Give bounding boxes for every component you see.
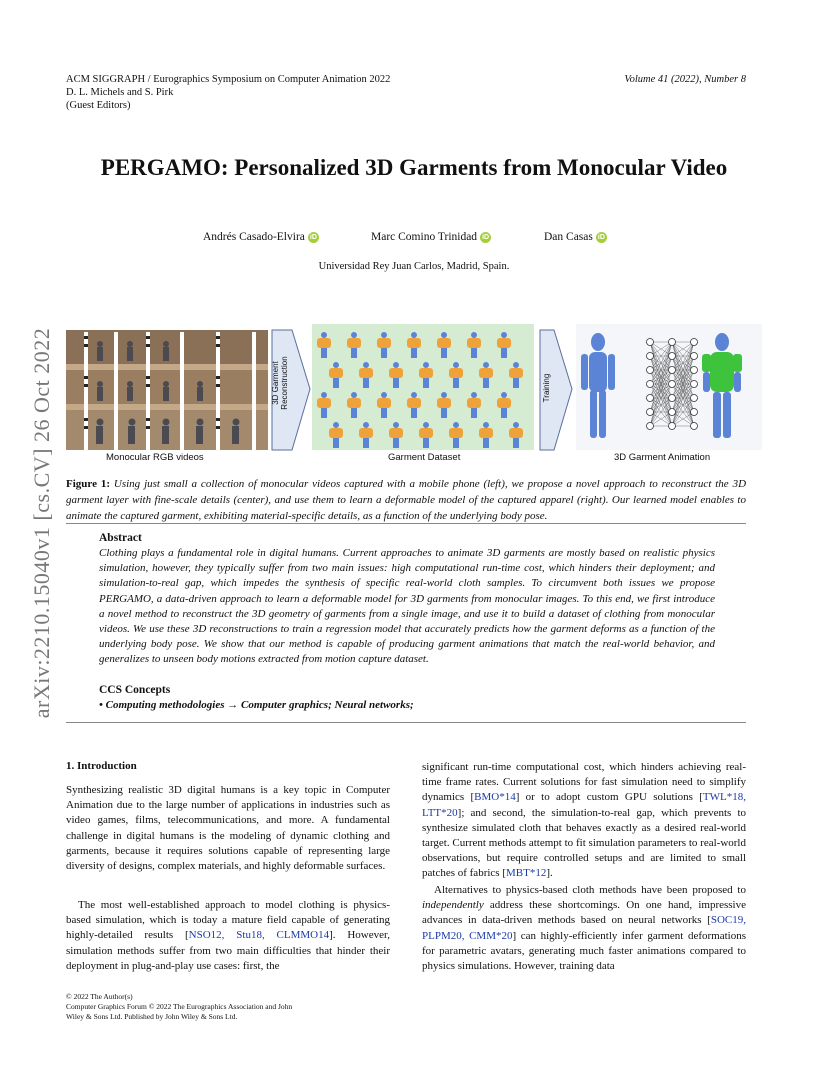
editors-line: D. L. Michels and S. Pirk xyxy=(66,87,174,98)
orcid-icon[interactable]: iD xyxy=(597,233,605,241)
venue-line: ACM SIGGRAPH / Eurographics Symposium on Computer Animation 2022 xyxy=(66,74,391,85)
orcid-icon[interactable]: iD xyxy=(482,233,490,241)
network-node xyxy=(691,381,698,388)
network-node xyxy=(691,409,698,416)
author-name: Marc Comino Trinidad xyxy=(371,231,478,243)
intro-paragraph-4 xyxy=(422,883,746,974)
abstract-heading: Abstract xyxy=(99,532,142,544)
section-heading: 1. Introduction xyxy=(66,760,137,772)
label-training-arrow: Training xyxy=(542,373,551,403)
intro-paragraph-1: Synthesizing realistic 3D digital humans is a key topic in Computer Animation due to the large number of applications in industries such as video games, films, telecommunications, and more. A fundamental challenge in digital humans is the modeling of dynamic clothing and garments, because it requires solutions capable of representing large diversity of designs, complex materials, and highly deformable surfaces. xyxy=(66,784,390,873)
guest-editors-line: (Guest Editors) xyxy=(66,100,131,111)
arrow-label-line: Reconstruction xyxy=(280,356,289,410)
label-reconstruction-arrow xyxy=(271,348,289,418)
text-run: ] or to adopt custom GPU solutions [ xyxy=(515,791,703,804)
emphasis: independently xyxy=(422,899,484,912)
orcid-icon[interactable]: iD xyxy=(309,233,317,241)
network-node xyxy=(647,367,654,374)
label-garment-dataset: Garment Dataset xyxy=(388,452,461,463)
ccs-rest: Computer graphics; Neural networks; xyxy=(240,699,414,711)
citation-link[interactable]: BMO*14 xyxy=(474,791,516,804)
ccs-heading: CCS Concepts xyxy=(99,684,171,696)
rule-bottom xyxy=(66,722,746,723)
citation-link[interactable]: TWL*18, LTT*20 xyxy=(422,791,746,819)
network-node xyxy=(691,395,698,402)
copyright-footer xyxy=(66,992,336,1022)
citation-link[interactable]: MBT*12 xyxy=(506,867,547,880)
text-run: ]. xyxy=(546,867,553,880)
footer-line: Wiley & Sons Ltd. Published by John Wiley & Sons Ltd. xyxy=(66,1012,238,1021)
footer-line: Computer Graphics Forum © 2022 The Eurographics Association and John xyxy=(66,1002,293,1011)
network-node xyxy=(647,381,654,388)
network-node xyxy=(691,423,698,430)
garment-animation-panel xyxy=(576,324,762,450)
text-run: Alternatives to physics-based cloth methods have been proposed to xyxy=(434,884,746,896)
text-run: The most well-established approach to model clothing is physics-based simulation, which is today a mature field capable of generating highly-detailed results [ xyxy=(66,899,390,942)
rule-top xyxy=(66,523,746,524)
text-run: ]; and second, the simulation-to-real gap, which prevents to synthesize simulated cloth that behaves exactly as a desired real-world target. Current methods attempt to fit simulation parameters to real-world observations, but require controlled setups and are limited to small patches of fabrics [ xyxy=(422,806,746,880)
text-run: address these shortcomings. On one hand, impressive advances in data-driven methods based on neural networks [ xyxy=(422,899,746,927)
author-3 xyxy=(544,231,607,243)
network-node xyxy=(669,381,676,388)
arxiv-stamp: arXiv:2210.15040v1 [cs.CV] 26 Oct 2022 xyxy=(29,327,54,719)
ccs-concepts xyxy=(99,699,414,711)
volume-line: Volume 41 (2022), Number 8 xyxy=(624,74,746,85)
author-name: Andrés Casado-Elvira xyxy=(203,231,305,243)
author-2 xyxy=(371,231,491,243)
ccs-bullet: • Computing methodologies xyxy=(99,699,225,711)
network-node xyxy=(669,367,676,374)
author-1 xyxy=(203,231,319,243)
network-node xyxy=(647,409,654,416)
network-node xyxy=(669,353,676,360)
network-node xyxy=(647,339,654,346)
label-garment-animation: 3D Garment Animation xyxy=(614,452,711,463)
network-node xyxy=(647,395,654,402)
text-run: ] can highly-efficiently infer garment deformations for parametric avatars, generating much faster animations compared to physics simulations. However, training data xyxy=(422,929,746,973)
teaser-figure-graphic xyxy=(66,322,762,468)
label-monocular-videos: Monocular RGB videos xyxy=(106,452,204,463)
network-node xyxy=(691,353,698,360)
ccs-arrow: → xyxy=(227,699,239,711)
paper-title: PERGAMO: Personalized 3D Garments from Monocular Video xyxy=(100,155,728,180)
video-frames xyxy=(66,330,268,450)
intro-paragraph-2 xyxy=(66,898,390,974)
citation-link[interactable]: SOC19, PLPM20, CMM*20 xyxy=(422,914,746,942)
network-node xyxy=(669,395,676,402)
text-run: ]. However, simulation methods suffer from two main difficulties that hinder their deployment in plug-and-play use cases: first, the xyxy=(66,929,390,972)
teaser-figure xyxy=(66,322,762,468)
intro-paragraph-3 xyxy=(422,760,746,882)
network-node xyxy=(669,339,676,346)
network-node xyxy=(669,409,676,416)
abstract-text: Clothing plays a fundamental role in digital humans. Current approaches to animate 3D garments are mostly based on realistic physics simulation, however, they typically suffer from two main issues: high computational run-time cost, which hinders their deployment; and simulation-to-real gap, which impedes the synthesis of specific real-world cloth samples. To circumvent both issues we propose PERGAMO, a data-driven approach to learn a deformable model for 3D garments from monocular images. To this end, we first introduce a novel method to reconstruct the 3D geometry of garments from a single image, and use it to build a dataset of clothing from monocular videos. We use these 3D reconstructions to train a regression model that accurately predicts how the garment deforms as a function of the underlying body pose. We show that our method is capable of producing garment animations that match the real-world behavior, and generalizes to unseen body motions extracted from motion capture dataset. xyxy=(99,547,715,666)
footer-line: © 2022 The Author(s) xyxy=(66,992,133,1001)
text-run: significant run-time computational cost, which hinders achieving real-time frame rates. Current solutions for fast simulation need to simplify dynamics [ xyxy=(422,761,746,804)
network-node xyxy=(647,423,654,430)
citation-link[interactable]: NSO12, Stu18, CLMMO14 xyxy=(188,929,330,942)
affiliation: Universidad Rey Juan Carlos, Madrid, Spain. xyxy=(318,261,510,272)
garment-dataset-grid xyxy=(312,324,534,450)
caption-label: Figure 1: xyxy=(66,478,111,490)
network-node xyxy=(669,423,676,430)
arrow-label-line: 3D Garment xyxy=(271,361,280,405)
network-node xyxy=(691,367,698,374)
author-name: Dan Casas xyxy=(544,231,593,243)
figure-caption xyxy=(66,476,746,524)
caption-text: Using just small a collection of monocular videos captured with a mobile phone (left), we propose a novel approach to reconstruct the 3D garment layer with fine-scale details (center), and use them to learn a deformable model of the captured apparel (right). Our learned model enables to animate the captured garment, exhibiting material-specific details, as a function of the underlying body pose. xyxy=(66,478,747,522)
network-node xyxy=(691,339,698,346)
network-node xyxy=(647,353,654,360)
